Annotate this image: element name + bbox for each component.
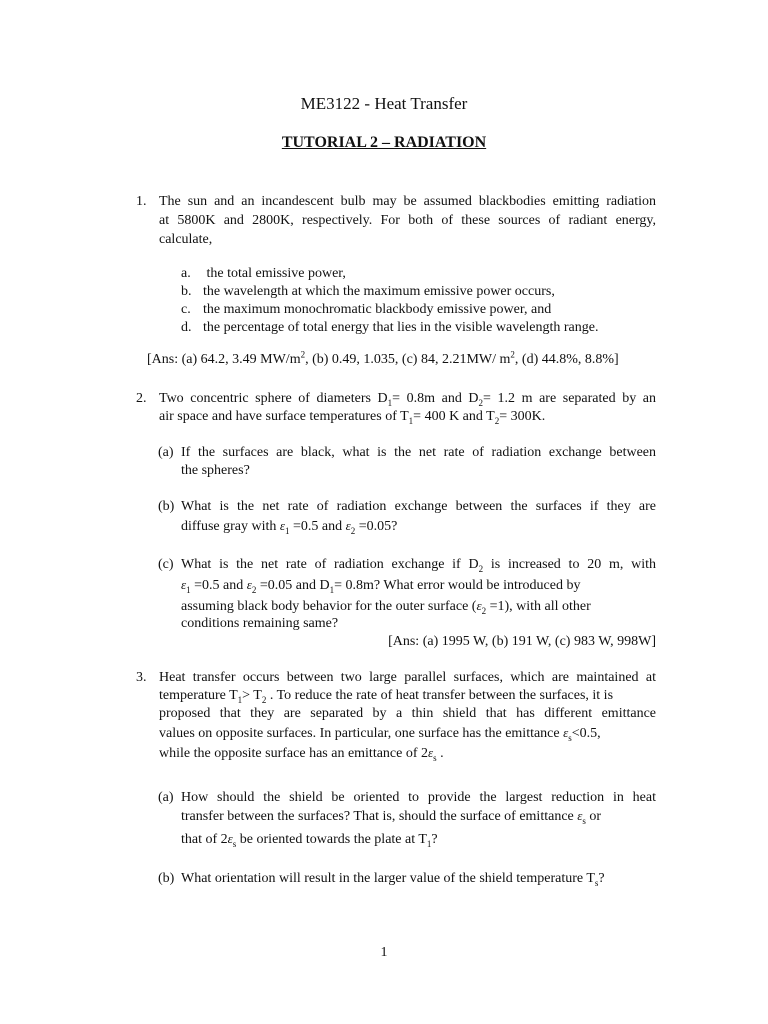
question-2b-line-1: What is the net rate of radiation exchange between the surfaces if they are — [181, 499, 656, 514]
epsilon-symbol: ε — [476, 598, 482, 613]
question-3b-text — [181, 869, 656, 888]
question-2-line-2 — [159, 407, 656, 426]
question-3b-label: (b) — [158, 871, 175, 886]
text-run: =0.5 and — [190, 578, 247, 593]
item-text: the total emissive power, — [203, 266, 346, 281]
item-label: d. — [181, 320, 192, 335]
answer-part: , (d) 44.8%, 8.8%] — [514, 352, 619, 367]
question-1-line: The sun and an incandescent bulb may be assumed blackbodies emitting radiation — [159, 194, 656, 209]
question-2c-line-1 — [181, 555, 656, 574]
question-2b-label: (b) — [158, 499, 175, 514]
epsilon-symbol: ε — [246, 577, 252, 592]
subscript: 1 — [285, 525, 290, 536]
text-run: air space and have surface temperatures of T — [159, 409, 409, 424]
text-run: =0.05? — [355, 519, 398, 534]
question-2c-label: (c) — [158, 557, 174, 572]
epsilon-symbol: ε — [279, 518, 286, 533]
subscript: s — [433, 752, 437, 763]
question-1-item-a — [181, 264, 661, 283]
question-3-number: 3. — [136, 670, 147, 685]
answer-part: , (b) 0.49, 1.035, (c) 84, 2.21MW/ m — [305, 352, 511, 367]
text-run: is increased to 20 m, with — [483, 557, 656, 572]
question-1-number: 1. — [136, 194, 147, 209]
subscript: s — [232, 838, 237, 849]
question-3-line-2 — [159, 686, 656, 705]
text-run: transfer between the surfaces? That is, should the surface of emittance — [181, 809, 578, 824]
text-run: ? — [598, 871, 605, 886]
text-run: = 1.2 m are separated by an — [483, 391, 656, 406]
text-run: = 400 K and T — [413, 409, 495, 424]
subscript: 1 — [237, 694, 243, 705]
item-text: the maximum monochromatic blackbody emissive power, and — [203, 302, 552, 317]
question-2c-line-4: conditions remaining same? — [181, 616, 339, 631]
subscript: s — [582, 815, 586, 826]
text-run: > T — [242, 688, 262, 703]
question-3-line-5 — [159, 743, 656, 763]
subscript: 1 — [426, 838, 432, 849]
course-title: ME3122 - Heat Transfer — [300, 94, 468, 113]
text-run: assuming black body behavior for the outer surface ( — [181, 599, 477, 614]
text-run: = 0.8m? What error would be introduced by — [334, 578, 581, 593]
epsilon-symbol: ε — [181, 577, 187, 592]
text-run: temperature T — [159, 688, 238, 703]
text-run: = 0.8m and D — [392, 391, 479, 406]
page-number: 1 — [380, 945, 388, 960]
subscript: 2 — [481, 605, 487, 616]
subscript: 2 — [478, 563, 484, 574]
question-1-item-b — [181, 282, 661, 301]
text-run: What orientation will result in the larger value of the shield temperature T — [181, 871, 595, 886]
question-1-text — [159, 192, 656, 249]
text-run: = 300K. — [499, 409, 546, 424]
question-3a-line-1: How should the shield be oriented to provide the largest reduction in heat — [181, 790, 656, 805]
question-2a-line-2: the spheres? — [181, 463, 250, 478]
question-2a-line-1: If the surfaces are black, what is the net rate of radiation exchange between — [181, 445, 656, 460]
text-run: ? — [431, 832, 438, 847]
subscript: 1 — [408, 415, 414, 426]
item-label: a. — [181, 266, 191, 281]
question-1-item-c — [181, 300, 661, 319]
subscript: s — [568, 732, 572, 743]
question-1-line: calculate, — [159, 232, 213, 247]
subscript: s — [594, 877, 599, 888]
question-2a-label: (a) — [158, 445, 174, 460]
question-3a-line-3 — [181, 829, 656, 849]
text-run: =0.5 and — [289, 519, 346, 534]
text-run: . — [436, 746, 444, 761]
superscript: 2 — [510, 349, 515, 360]
item-text: the wavelength at which the maximum emissive power occurs, — [203, 284, 555, 299]
subscript: 2 — [478, 397, 484, 408]
answer-part: [Ans: (a) 64.2, 3.49 MW/m — [147, 352, 301, 367]
question-2c-line-2 — [181, 575, 656, 595]
subscript: 2 — [350, 525, 356, 536]
question-1-answer — [147, 350, 667, 369]
epsilon-symbol: ε — [345, 518, 351, 533]
text-run: be oriented towards the plate at T — [236, 832, 427, 847]
superscript: 2 — [300, 349, 306, 360]
item-label: b. — [181, 284, 192, 299]
subscript: 2 — [251, 584, 257, 595]
subscript: 1 — [329, 584, 335, 595]
question-3a-label: (a) — [158, 790, 174, 805]
text-run: =1), with all other — [486, 599, 591, 614]
text-run: <0.5, — [571, 726, 601, 741]
epsilon-symbol: ε — [227, 831, 233, 846]
question-2b-line-2 — [181, 516, 397, 536]
question-1-item-d — [181, 318, 661, 337]
epsilon-symbol: ε — [563, 725, 569, 740]
item-text: the percentage of total energy that lies in the visible wavelength range. — [203, 320, 599, 335]
text-run: diffuse gray with — [181, 519, 280, 534]
text-run: . To reduce the rate of heat transfer between the surfaces, it is — [266, 688, 614, 703]
text-run: or — [585, 809, 602, 824]
question-3a-line-2 — [181, 806, 656, 826]
epsilon-symbol: ε — [428, 745, 434, 760]
subscript: 2 — [494, 415, 500, 426]
item-label: c. — [181, 302, 191, 317]
text-run: values on opposite surfaces. In particular, one surface has the emittance — [159, 726, 564, 741]
text-run: while the opposite surface has an emittance of 2 — [159, 746, 429, 761]
subscript: 1 — [186, 584, 191, 595]
subscript: 1 — [387, 397, 393, 408]
question-1-line: at 5800K and 2800K, respectively. For both of these sources of radiant energy, — [159, 213, 656, 228]
question-2-answer: [Ans: (a) 1995 W, (b) 191 W, (c) 983 W, 998W] — [388, 634, 656, 649]
question-2-number: 2. — [136, 391, 147, 406]
text-run: =0.05 and D — [256, 578, 330, 593]
question-3-line-4 — [159, 723, 656, 743]
question-2-line-1 — [159, 389, 656, 408]
tutorial-heading-text: TUTORIAL 2 – RADIATION — [281, 134, 487, 151]
text-run: Two concentric sphere of diameters D — [159, 391, 388, 406]
epsilon-symbol: ε — [577, 808, 583, 823]
question-2c-line-3 — [181, 596, 656, 616]
question-3-line-1: Heat transfer occurs between two large parallel surfaces, which are maintained at — [159, 670, 656, 685]
subscript: 2 — [261, 694, 267, 705]
text-run: that of 2 — [181, 832, 228, 847]
tutorial-heading — [0, 133, 768, 152]
question-3-line-3: proposed that they are separated by a thin shield that has different emittance — [159, 706, 656, 721]
text-run: What is the net rate of radiation exchange if D — [181, 557, 479, 572]
